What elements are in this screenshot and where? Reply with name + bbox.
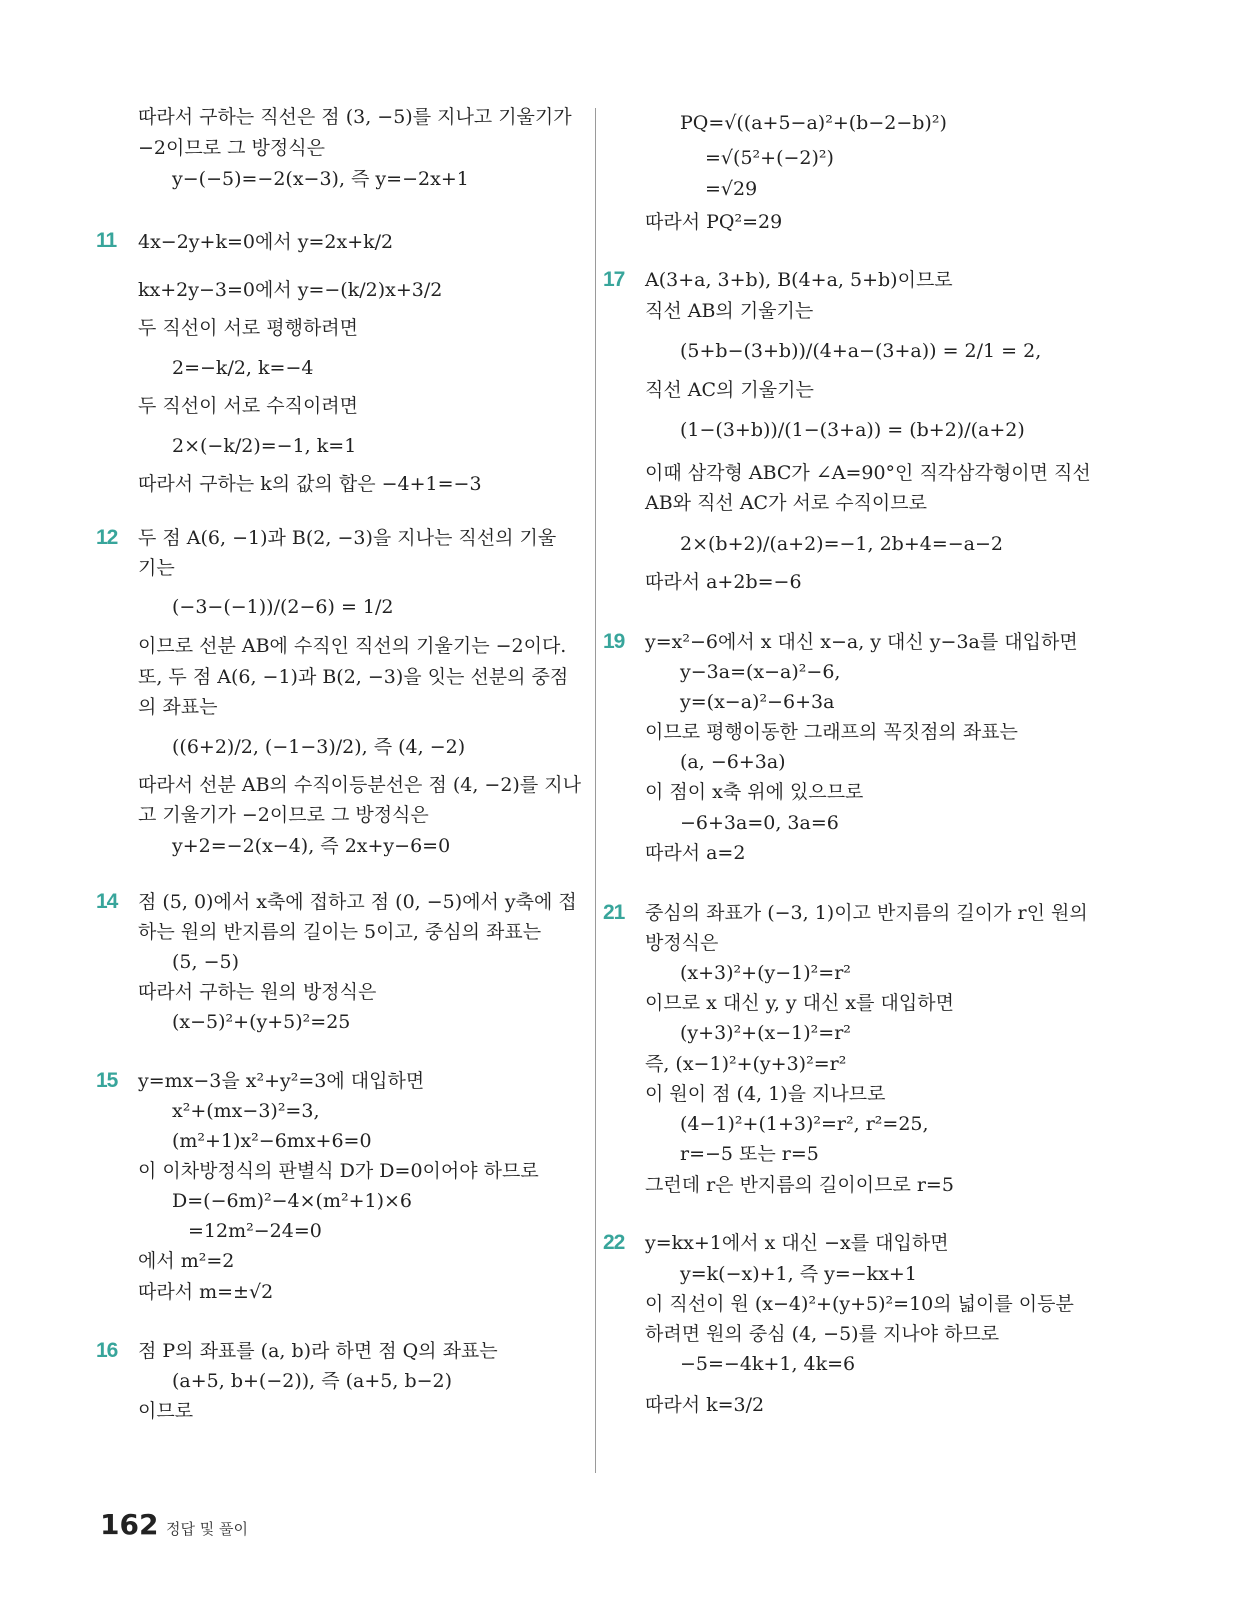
equation-line: (1−(3+b))/(1−(3+a)) = (b+2)/(a+2) xyxy=(680,419,1025,441)
text-line: 그런데 r은 반지름의 길이이므로 r=5 xyxy=(645,1174,954,1196)
equation-line: (y+3)²+(x−1)²=r² xyxy=(680,1022,851,1044)
text-line: 기는 xyxy=(138,557,175,579)
text-line: 직선 AB의 기울기는 xyxy=(645,300,814,322)
page-number: 162 xyxy=(100,1508,159,1541)
problem-number: 15 xyxy=(96,1069,118,1092)
equation-line: −5=−4k+1, 4k=6 xyxy=(680,1353,856,1375)
equation-line: (5+b−(3+b))/(4+a−(3+a)) = 2/1 = 2, xyxy=(680,340,1042,362)
text-line: 두 점 A(6, −1)과 B(2, −3)을 지나는 직선의 기울 xyxy=(138,527,557,549)
equation-line: kx+2y−3=0에서 y=−(k/2)x+3/2 xyxy=(138,279,443,301)
column-divider xyxy=(595,108,596,1473)
text-line: 따라서 구하는 원의 방정식은 xyxy=(138,981,377,1003)
text-line: 고 기울기가 −2이므로 그 방정식은 xyxy=(138,804,429,826)
equation-line: (x+3)²+(y−1)²=r² xyxy=(680,962,851,984)
text-line: 따라서 a=2 xyxy=(645,842,746,864)
text-line: 따라서 구하는 직선은 점 (3, −5)를 지나고 기울기가 xyxy=(138,106,572,128)
problem-number: 21 xyxy=(603,901,625,924)
text-line: 또, 두 점 A(6, −1)과 B(2, −3)을 잇는 선분의 중점 xyxy=(138,666,569,688)
equation-line: 즉, (x−1)²+(y+3)²=r² xyxy=(645,1053,847,1075)
text-line: 중심의 좌표가 (−3, 1)이고 반지름의 길이가 r인 원의 xyxy=(645,902,1088,924)
text-line: AB와 직선 AC가 서로 수직이므로 xyxy=(645,492,927,514)
equation-line: =√29 xyxy=(705,178,758,200)
problem-number: 16 xyxy=(96,1339,118,1362)
equation-line: y−3a=(x−a)²−6, xyxy=(680,661,841,683)
equation-line: 2×(b+2)/(a+2)=−1, 2b+4=−a−2 xyxy=(680,533,1004,555)
equation-line: y−(−5)=−2(x−3), 즉 y=−2x+1 xyxy=(172,168,469,190)
equation-line: PQ=√((a+5−a)²+(b−2−b)²) xyxy=(680,112,947,134)
equation-line: −6+3a=0, 3a=6 xyxy=(680,812,839,834)
text-line: 따라서 a+2b=−6 xyxy=(645,571,802,593)
text-line: 이므로 평행이동한 그래프의 꼭짓점의 좌표는 xyxy=(645,721,1018,743)
text-line: 이 원이 점 (4, 1)을 지나므로 xyxy=(645,1083,886,1105)
equation-line: (a, −6+3a) xyxy=(680,751,786,773)
equation-line: r=−5 또는 r=5 xyxy=(680,1143,819,1165)
equation-line: (−3−(−1))/(2−6) = 1/2 xyxy=(172,596,394,618)
text-line: 이 직선이 원 (x−4)²+(y+5)²=10의 넓이를 이등분 xyxy=(645,1293,1074,1315)
equation-line: y=x²−6에서 x 대신 x−a, y 대신 y−3a를 대입하면 xyxy=(645,631,1078,653)
text-line: 이 점이 x축 위에 있으므로 xyxy=(645,781,864,803)
problem-number: 19 xyxy=(603,630,625,653)
equation-line: 2=−k/2, k=−4 xyxy=(172,357,314,379)
equation-line: y+2=−2(x−4), 즉 2x+y−6=0 xyxy=(172,835,451,857)
equation-line: (m²+1)x²−6mx+6=0 xyxy=(172,1130,372,1152)
text-line: 의 좌표는 xyxy=(138,696,218,718)
text-line: 이 이차방정식의 판별식 D가 D=0이어야 하므로 xyxy=(138,1160,539,1182)
equation-line: 2×(−k/2)=−1, k=1 xyxy=(172,435,357,457)
equation-line: =12m²−24=0 xyxy=(188,1220,322,1242)
equation-line: y=(x−a)²−6+3a xyxy=(680,691,835,713)
problem-number: 17 xyxy=(603,268,625,291)
equation-line: D=(−6m)²−4×(m²+1)×6 xyxy=(172,1190,413,1212)
text-line: 따라서 선분 AB의 수직이등분선은 점 (4, −2)를 지나 xyxy=(138,774,581,796)
equation-line: A(3+a, 3+b), B(4+a, 5+b)이므로 xyxy=(645,269,953,291)
problem-number: 22 xyxy=(603,1231,625,1254)
text-line: −2이므로 그 방정식은 xyxy=(138,137,325,159)
text-line: 이므로 x 대신 y, y 대신 x를 대입하면 xyxy=(645,992,954,1014)
text-line: 이때 삼각형 ABC가 ∠A=90°인 직각삼각형이면 직선 xyxy=(645,462,1091,484)
text-line: 이므로 xyxy=(138,1400,194,1422)
text-line: 직선 AC의 기울기는 xyxy=(645,379,814,401)
text-line: 점 (5, 0)에서 x축에 접하고 점 (0, −5)에서 y축에 접 xyxy=(138,891,577,913)
text-line: 따라서 PQ²=29 xyxy=(645,211,783,233)
equation-line: (5, −5) xyxy=(172,951,240,973)
text-line: 따라서 m=±√2 xyxy=(138,1281,274,1303)
problem-number: 11 xyxy=(96,229,117,252)
text-line: 이므로 선분 AB에 수직인 직선의 기울기는 −2이다. xyxy=(138,635,567,657)
text-line: 따라서 구하는 k의 값의 합은 −4+1=−3 xyxy=(138,473,482,495)
equation-line: y=kx+1에서 x 대신 −x를 대입하면 xyxy=(645,1232,949,1254)
footer-label: 정답 및 풀이 xyxy=(166,1520,248,1538)
text-line: 점 P의 좌표를 (a, b)라 하면 점 Q의 좌표는 xyxy=(138,1340,498,1362)
equation-line: y=k(−x)+1, 즉 y=−kx+1 xyxy=(680,1263,917,1285)
text-line: 두 직선이 서로 수직이려면 xyxy=(138,395,359,417)
equation-line: x²+(mx−3)²=3, xyxy=(172,1100,320,1122)
text-line: 하려면 원의 중심 (4, −5)를 지나야 하므로 xyxy=(645,1323,1000,1345)
problem-number: 12 xyxy=(96,526,118,549)
text-line: 방정식은 xyxy=(645,932,719,954)
text-line: 하는 원의 반지름의 길이는 5이고, 중심의 좌표는 xyxy=(138,921,542,943)
text-line: 따라서 k=3/2 xyxy=(645,1394,765,1416)
problem-number: 14 xyxy=(96,890,118,913)
text-line: 두 직선이 서로 평행하려면 xyxy=(138,317,359,339)
equation-line: (4−1)²+(1+3)²=r², r²=25, xyxy=(680,1113,929,1135)
equation-line: ((6+2)/2, (−1−3)/2), 즉 (4, −2) xyxy=(172,736,466,758)
text-line: 에서 m²=2 xyxy=(138,1250,235,1272)
equation-line: y=mx−3을 x²+y²=3에 대입하면 xyxy=(138,1070,425,1092)
equation-line: (x−5)²+(y+5)²=25 xyxy=(172,1011,351,1033)
equation-line: (a+5, b+(−2)), 즉 (a+5, b−2) xyxy=(172,1370,453,1392)
equation-line: 4x−2y+k=0에서 y=2x+k/2 xyxy=(138,231,394,253)
equation-line: =√(5²+(−2)²) xyxy=(705,147,834,169)
